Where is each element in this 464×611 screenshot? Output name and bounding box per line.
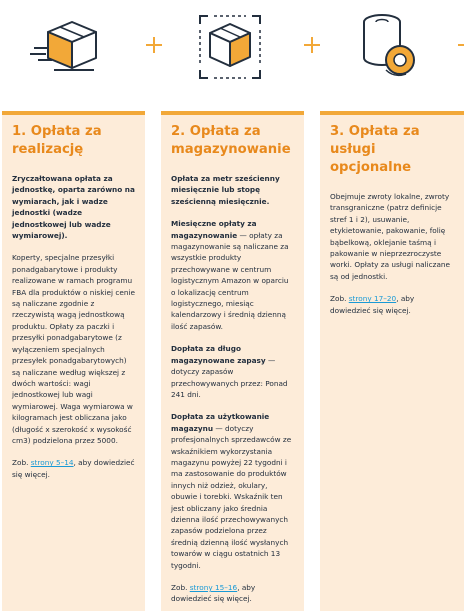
delivery-box-icon: [24, 8, 120, 88]
optional-services-fee-reference: [330, 293, 454, 316]
icons-row: [0, 0, 464, 100]
tape-roll-icon: [342, 8, 438, 88]
pages-5-14-link[interactable]: strony 5–14: [30, 458, 74, 468]
optional-services-fee-title: 3. Opłata za usługi opcjonalne: [330, 124, 420, 175]
pages-17-20-link[interactable]: strony 17–20: [348, 294, 397, 304]
reference-prefix: Zob.: [330, 294, 349, 304]
long-term-storage-heading: Dopłata za długo magazynowane zapasy: [171, 344, 266, 365]
fulfillment-fee-title: 1. Opłata za realizację: [12, 124, 102, 157]
storage-utilization-text: — dotyczy profesjonalnych sprzedawców ze wskaźnikiem wykorzystania magazynu powyżej 22 tygodni i ma zastosowanie do produktów innych niż odzież, okulary, obuwie i torebki. Wskaźnik ten jest obliczany jako średnia dzienna ilość przechowywanych zapasów podzielona przez średnią dzienną ilość wysłanych towarów w ciągu ostatnich 13 tygodni.: [171, 423, 292, 570]
monthly-storage-fees: [171, 218, 294, 332]
reference-prefix: Zob.: [171, 583, 190, 592]
fulfillment-fee-reference: [12, 457, 135, 480]
optional-services-fee-body: Obejmuje zwroty lokalne, zwroty transgraniczne (patrz definicje stref 1 i 2), usuwanie, etykietowanie, pakowanie, folię bąbelkową, oklejanie taśmą i pakowanie w nieprzezroczyste worki. Opłaty za usługi naliczane są od jednostki.: [330, 192, 451, 281]
storage-fee-panel: [161, 111, 304, 611]
long-term-storage-text: — dotyczy zapasów przechowywanych przez: Ponad 241 dni.: [171, 355, 288, 399]
reference-suffix: , aby dowiedzieć się więcej.: [330, 294, 415, 315]
plus-icon: [458, 37, 464, 53]
plus-icon: [304, 37, 320, 53]
fulfillment-fee-panel: [2, 111, 145, 611]
plus-icon: [146, 37, 162, 53]
pages-15-16-link[interactable]: strony 15–16: [189, 583, 238, 592]
storage-fee-lead: Opłata za metr sześcienny miesięcznie lub stopę sześcienną miesięcznie.: [171, 174, 280, 206]
storage-utilization-surcharge: [171, 411, 294, 571]
storage-fee-reference: [171, 582, 294, 605]
fulfillment-fee-lead: Zryczałtowana opłata za jednostkę, oparta zarówno na wymiarach, jak i wadze jednostki (wadze jednostkowej lub wadze wymiarowej).: [12, 174, 135, 241]
reference-suffix: , aby dowiedzieć się więcej.: [171, 583, 256, 604]
fulfillment-fee-body: Koperty, specjalne przesyłki ponadgabarytowe i produkty realizowane w ramach programu FBA dla produktów o niskiej cenie są naliczane zgodnie z rzeczywistą wagą jednostkową produktu. Opłaty za paczki i przesyłki ponadgabarytowe (z wyłączeniem specjalnych przesyłek ponadgabarytowych) są naliczane według większej z dwóch wartości: wagi jednostkowej lub wagi wymiarowej. Waga wymiarowa w kilogramach jest obliczana jako (długość x szerokość x wysokość cm3) podzielona przez 5000.: [12, 253, 135, 445]
storage-utilization-heading: Dopłata za użytkowanie magazynu: [171, 412, 270, 433]
reference-suffix: , aby dowiedzieć się więcej.: [12, 458, 135, 479]
monthly-storage-fees-heading: Miesięczne opłaty za magazynowanie: [171, 219, 257, 240]
long-term-storage-surcharge: [171, 343, 294, 400]
reference-prefix: Zob.: [12, 458, 31, 468]
storage-box-icon: [182, 8, 278, 88]
monthly-storage-fees-text: — opłaty za magazynowanie są naliczane za wszystkie produkty przechowywane w centrum logistycznym Amazon w oparciu o lokalizację centrum logistycznego, miesiąc kalendarzowy i średnią dzienną ilość zapasów.: [171, 230, 289, 331]
optional-services-fee-panel: [320, 111, 464, 611]
storage-fee-title: 2. Opłata za magazynowanie: [171, 124, 291, 157]
